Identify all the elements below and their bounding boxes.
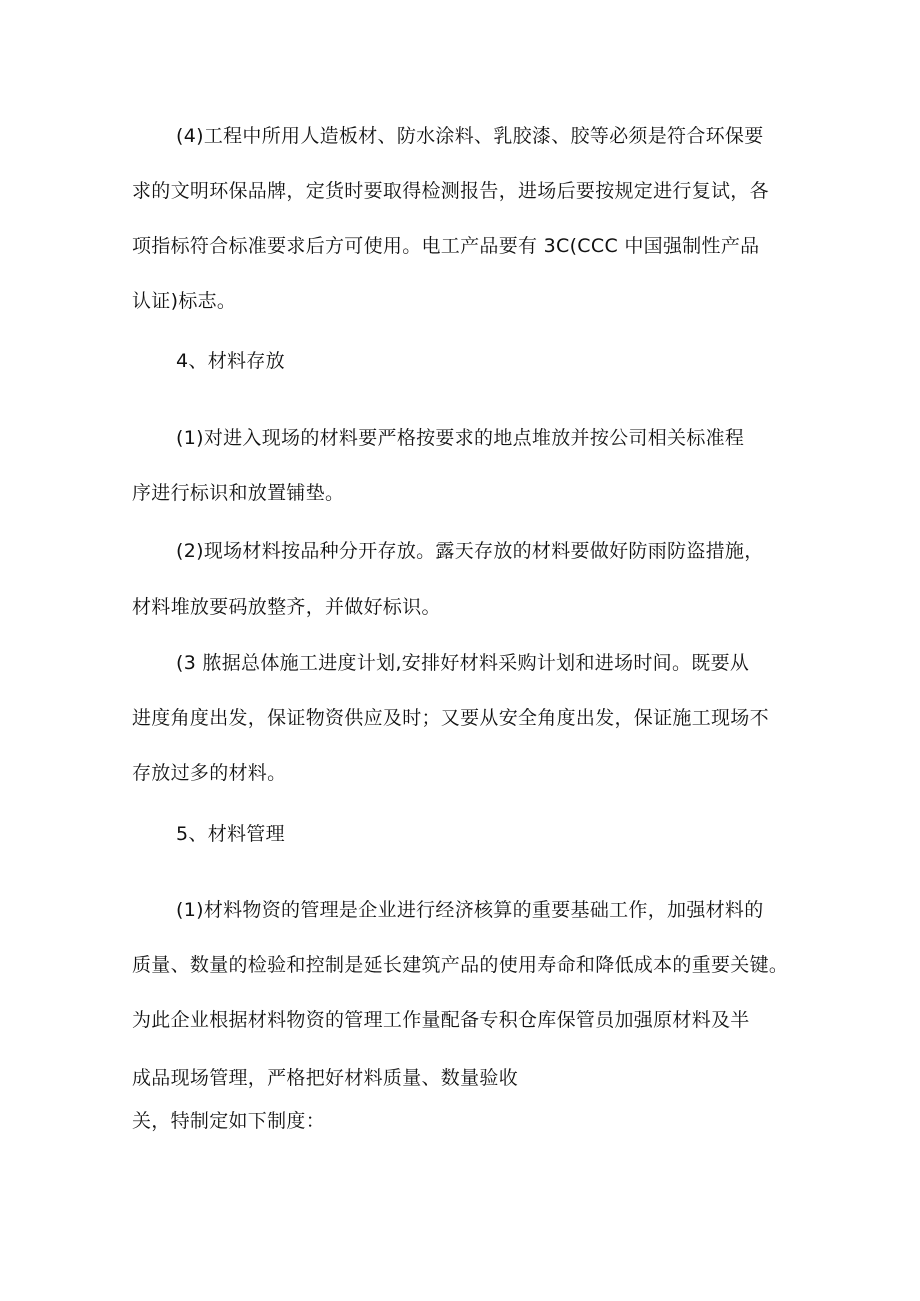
paragraph-line: 序进行标识和放置铺垫。: [132, 482, 345, 504]
paragraph-line: (1)对进入现场的材料要严格按要求的地点堆放并按公司相关标准程: [176, 427, 745, 449]
paragraph-line: 项指标符合标准要求后方可使用。电工产品要有 3C(CCC 中国强制性产品: [132, 235, 760, 257]
paragraph-line: 求的文明环保品牌，定货时要取得检测报告，进场后要按规定进行复试，各: [132, 180, 769, 202]
paragraph-line: (4)工程中所用人造板材、防水涂料、乳胶漆、胶等必须是符合环保要: [176, 125, 764, 147]
paragraph-line: 进度角度出发，保证物资供应及时；又要从安全角度出发，保证施工现场不: [132, 707, 769, 729]
section-heading: 4、材料存放: [176, 350, 285, 372]
paragraph-line: 质量、数量的检验和控制是延长建筑产品的使用寿命和降低成本的重要关键。: [132, 954, 789, 976]
paragraph-line: 成品现场管理，严格把好材料质量、数量验收: [132, 1067, 519, 1089]
paragraph-line: (3 脓据总体施工进度计划,安排好材料采购计划和进场时间。既要从: [176, 652, 750, 674]
paragraph-line: 认证)标志。: [132, 290, 237, 312]
paragraph-line: 为此企业根据材料物资的管理工作量配备专积仓库保管员加强原材料及半: [132, 1009, 750, 1031]
paragraph-line: (1)材料物资的管理是企业进行经济核算的重要基础工作，加强材料的: [176, 899, 764, 921]
section-heading: 5、材料管理: [176, 823, 285, 845]
paragraph-line: 存放过多的材料。: [132, 762, 287, 784]
paragraph-line: 关，特制定如下制度：: [132, 1110, 326, 1132]
paragraph-line: 材料堆放要码放整齐，并做好标识。: [132, 596, 441, 618]
paragraph-line: (2)现场材料按品种分开存放。露天存放的材料要做好防雨防盗措施，: [176, 540, 764, 562]
